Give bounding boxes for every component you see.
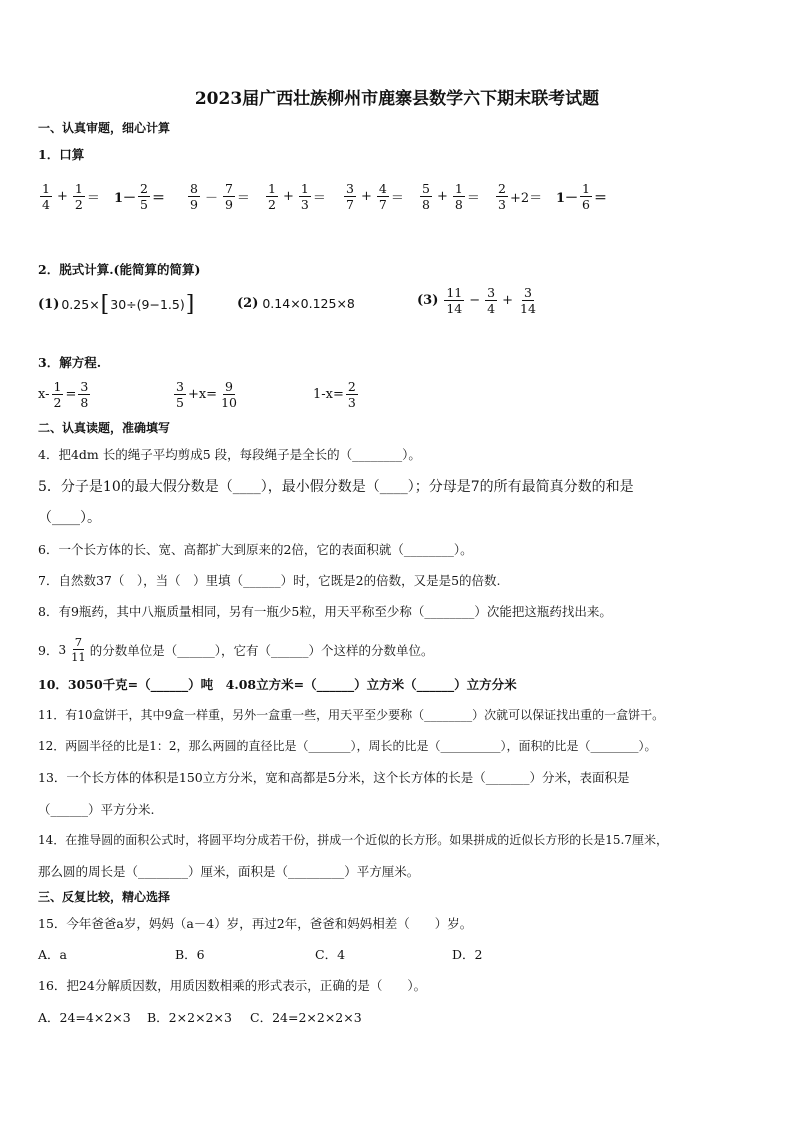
- question-5-line-2: （____）。: [38, 510, 101, 526]
- q15-option-a[interactable]: A．a: [38, 947, 67, 962]
- q2-part-2: (2) 0.14×0.125×8: [237, 296, 355, 311]
- question-2-label: 2．脱式计算.(能简算的简算): [38, 262, 201, 277]
- question-6: 6．一个长方体的长、宽、高都扩大到原来的2倍，它的表面积就（________）。: [38, 542, 473, 557]
- q3-equation-3: 1-x= $\frac{2}{3}$: [313, 379, 356, 411]
- page-title: 2023届广西壮族柳州市鹿寨县数学六下期末联考试题: [194, 89, 600, 109]
- question-15: 15．今年爸爸a岁，妈妈（a－4）岁，再过2年，爸爸和妈妈相差（ ）岁。: [38, 916, 473, 931]
- question-7: 7．自然数37（ ），当（ ）里填（______）时，它既是2的倍数，又是是5的倍数.: [38, 573, 501, 588]
- question-14-line-2: 那么圆的周长是（________）厘米，面积是（_________）平方厘米。: [38, 864, 420, 879]
- section-1-heading: 一、认真审题，细心计算: [38, 121, 171, 135]
- q3-equation-2: $\frac{3}{5}$ +x= $\frac{9}{10}$: [176, 379, 237, 411]
- question-12: 12．两圆半径的比是1：2，那么两圆的直径比是（_______），周长的比是（__________），面积的比是（________）。: [38, 739, 657, 753]
- q1-item-3: $\frac{8}{9}$ － $\frac{7}{9}$ ＝: [190, 181, 250, 213]
- q16-option-a[interactable]: A．24=4×2×3: [38, 1010, 131, 1025]
- q2-part-1: (1) 0.25× [ 30÷(9−1.5) ]: [38, 292, 195, 317]
- question-13-line-1: 13．一个长方体的体积是150立方分米，宽和高都是5分米，这个长方体的长是（_______）分米，表面积是: [38, 770, 630, 785]
- question-10: 10．3050千克=（______）吨 4.08立方米=（______）立方米（______）立方分米: [38, 677, 517, 692]
- q16-option-c[interactable]: C．24=2×2×2×3: [250, 1010, 362, 1025]
- q1-item-1: $\frac{1}{4}$ + $\frac{1}{2}$ ＝: [42, 181, 100, 213]
- question-5-line-1: 5．分子是10的最大假分数是（____），最小假分数是（____）；分母是7的所有最简真分数的和是: [38, 479, 634, 495]
- q1-item-8: 1－ $\frac{1}{6}$ ＝: [556, 181, 608, 213]
- q1-item-7: $\frac{2}{3}$ +2＝: [498, 181, 543, 213]
- q1-item-5: $\frac{3}{7}$ + $\frac{4}{7}$ ＝: [346, 181, 404, 213]
- q15-option-d[interactable]: D．2: [452, 947, 483, 962]
- q2-part-3: (3) $\frac{11}{14}$ − $\frac{3}{4}$ + $\frac{3}{14}$: [417, 285, 536, 317]
- question-4: 4．把4dm 长的绳子平均剪成5 段，每段绳子是全长的（________）。: [38, 447, 421, 462]
- question-11: 11．有10盒饼干，其中9盒一样重，另外一盒重一些，用天平至少要称（________）次就可以保证找出重的一盒饼干。: [38, 708, 665, 722]
- question-3-label: 3．解方程.: [38, 355, 102, 370]
- question-14-line-1: 14．在推导圆的面积公式时，将圆平均分成若干份，拼成一个近似的长方形。如果拼成的近似长方形的长是15.7厘米，: [38, 833, 668, 847]
- question-13-line-2: （______）平方分米.: [38, 802, 155, 817]
- question-9: 9． 3 $\frac{7}{11}$ 的分数单位是（______），它有（______）个这样的分数单位。: [38, 635, 434, 665]
- q3-equation-1: x- $\frac{1}{2}$ = $\frac{3}{8}$: [38, 379, 89, 411]
- q16-option-b[interactable]: B．2×2×2×3: [147, 1010, 232, 1025]
- question-16: 16．把24分解质因数，用质因数相乘的形式表示，正确的是（ ）。: [38, 978, 427, 993]
- q15-option-b[interactable]: B．6: [175, 947, 205, 962]
- q1-expressions: [38, 182, 616, 211]
- question-1-label: 1．口算: [38, 147, 85, 162]
- q1-item-2: 1－ $\frac{2}{5}$ ＝: [114, 181, 166, 213]
- q1-item-6: $\frac{5}{8}$ + $\frac{1}{8}$ ＝: [422, 181, 480, 213]
- q15-option-c[interactable]: C．4: [315, 947, 346, 962]
- q9-mixed-number: 3 $\frac{7}{11}$: [58, 635, 86, 665]
- question-8: 8．有9瓶药，其中八瓶质量相同，另有一瓶少5粒，用天平称至少称（________）次能把这瓶药找出来。: [38, 604, 612, 619]
- section-3-heading: 三、反复比较，精心选择: [38, 890, 171, 904]
- q1-item-4: $\frac{1}{2}$ + $\frac{1}{3}$ ＝: [268, 181, 326, 213]
- section-2-heading: 二、认真读题，准确填写: [38, 421, 171, 435]
